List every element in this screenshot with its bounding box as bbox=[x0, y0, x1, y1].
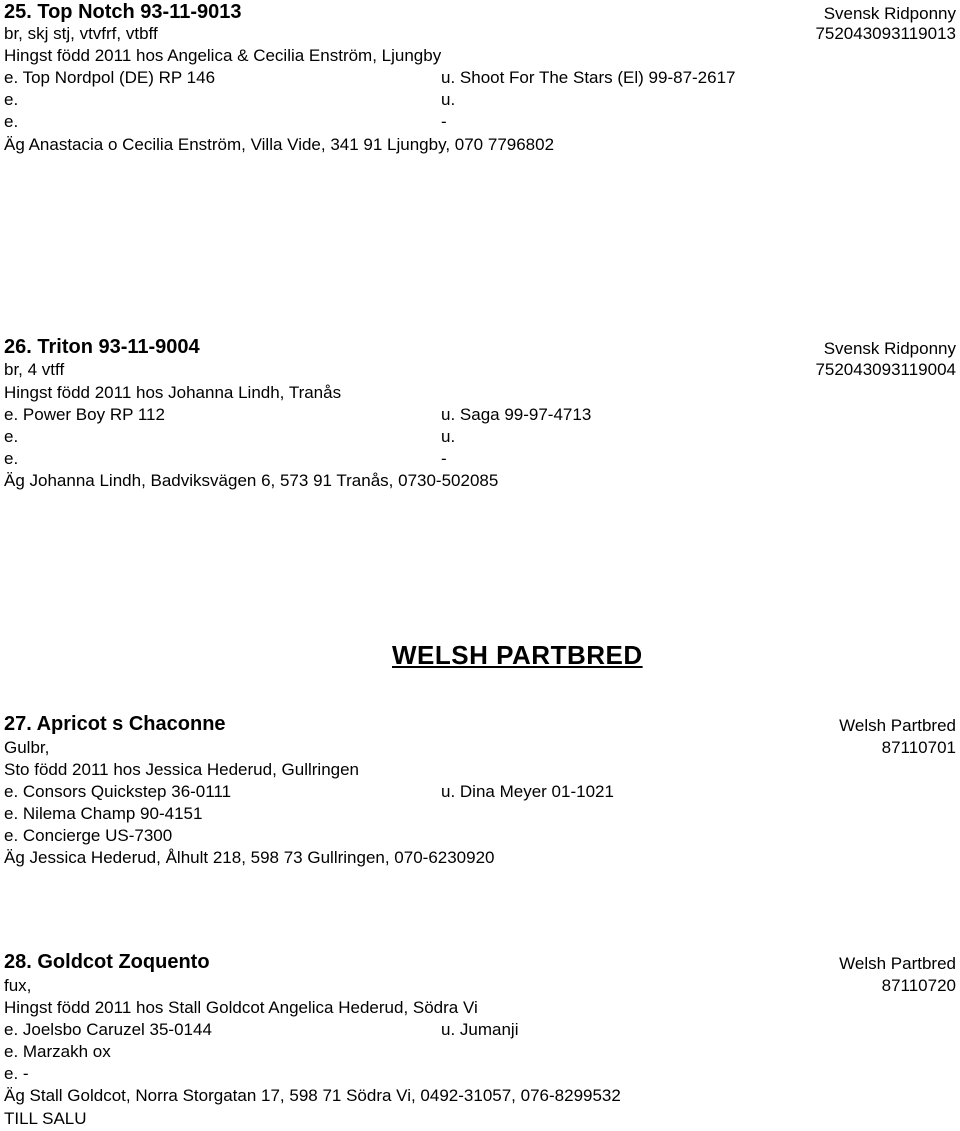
pedigree-left: e. bbox=[4, 427, 19, 446]
pedigree-dam: u. Saga 99-97-4713 bbox=[441, 405, 592, 424]
entry-color-row-28 bbox=[4, 975, 956, 997]
pedigree-left: e. Marzakh ox bbox=[4, 1042, 111, 1061]
pedigree-row-25-3 bbox=[4, 111, 956, 133]
entry-breed: Welsh Partbred bbox=[839, 716, 956, 735]
pedigree-row-27-2 bbox=[4, 803, 956, 825]
pedigree-row-28-2 bbox=[4, 1041, 956, 1063]
entry-color: br, skj stj, vtvfrf, vtbff bbox=[4, 24, 158, 43]
pedigree-row-25-1 bbox=[4, 67, 956, 89]
entry-reg-no: 87110701 bbox=[881, 738, 956, 757]
pedigree-left: e. Nilema Champ 90-4151 bbox=[4, 804, 203, 823]
entry-reg-no: 752043093119013 bbox=[815, 24, 956, 43]
pedigree-row-27-3 bbox=[4, 825, 956, 847]
entry-title-27 bbox=[4, 712, 956, 736]
entry-title-26 bbox=[4, 335, 956, 359]
entry-owner-28: Äg Stall Goldcot, Norra Storgatan 17, 598 71 Södra Vi, 0492-31057, 076-8299532 bbox=[4, 1086, 621, 1105]
pedigree-row-26-2 bbox=[4, 426, 956, 448]
pedigree-right: u. bbox=[441, 427, 456, 446]
entry-name: 27. Apricot s Chaconne bbox=[4, 713, 226, 735]
entry-color: fux, bbox=[4, 976, 32, 995]
entry-reg-no: 87110720 bbox=[881, 976, 956, 995]
pedigree-row-28-3 bbox=[4, 1063, 956, 1085]
entry-born-26: Hingst född 2011 hos Johanna Lindh, Tranås bbox=[4, 383, 342, 402]
section-heading: WELSH PARTBRED bbox=[392, 640, 643, 670]
pedigree-right: u. bbox=[441, 90, 456, 109]
entry-born-28: Hingst född 2011 hos Stall Goldcot Angelica Hederud, Södra Vi bbox=[4, 998, 478, 1017]
pedigree-dam: u. Dina Meyer 01-1021 bbox=[441, 782, 614, 801]
entry-color-row-27 bbox=[4, 737, 956, 759]
pedigree-left: e. bbox=[4, 112, 19, 131]
pedigree-sire: e. Joelsbo Caruzel 35-0144 bbox=[4, 1020, 212, 1039]
entry-breed: Svensk Ridponny bbox=[823, 4, 956, 23]
pedigree-dam: u. Jumanji bbox=[441, 1020, 519, 1039]
entry-name: 26. Triton 93-11-9004 bbox=[4, 336, 200, 358]
entry-owner-27: Äg Jessica Hederud, Ålhult 218, 598 73 Gullringen, 070-6230920 bbox=[4, 848, 495, 867]
entry-breed: Svensk Ridponny bbox=[823, 339, 956, 358]
pedigree-sire: e. Consors Quickstep 36-0111 bbox=[4, 782, 232, 801]
entry-born-25: Hingst född 2011 hos Angelica & Cecilia Enström, Ljungby bbox=[4, 46, 442, 65]
entry-owner-25: Äg Anastacia o Cecilia Enström, Villa Vide, 341 91 Ljungby, 070 7796802 bbox=[4, 135, 555, 154]
pedigree-right: - bbox=[441, 449, 447, 468]
entry-title-25 bbox=[4, 0, 956, 24]
pedigree-left: e. Concierge US-7300 bbox=[4, 826, 173, 845]
pedigree-right: - bbox=[441, 112, 447, 131]
entry-born-27: Sto född 2011 hos Jessica Hederud, Gullringen bbox=[4, 760, 360, 779]
pedigree-left: e. - bbox=[4, 1064, 29, 1083]
pedigree-row-28-1 bbox=[4, 1019, 956, 1041]
pedigree-left: e. bbox=[4, 449, 19, 468]
pedigree-row-27-1 bbox=[4, 781, 956, 803]
entry-owner-26: Äg Johanna Lindh, Badviksvägen 6, 573 91 Tranås, 0730-502085 bbox=[4, 471, 499, 490]
entry-color-row-25 bbox=[4, 23, 956, 45]
pedigree-sire: e. Power Boy RP 112 bbox=[4, 405, 165, 424]
entry-reg-no: 752043093119004 bbox=[815, 360, 956, 379]
entry-name: 28. Goldcot Zoquento bbox=[4, 951, 210, 973]
pedigree-row-26-1 bbox=[4, 404, 956, 426]
entry-color-row-26 bbox=[4, 359, 956, 381]
entry-note-28: TILL SALU bbox=[4, 1109, 87, 1128]
entry-name: 25. Top Notch 93-11-9013 bbox=[4, 1, 242, 23]
entry-color: br, 4 vtff bbox=[4, 360, 65, 379]
pedigree-sire: e. Top Nordpol (DE) RP 146 bbox=[4, 68, 216, 87]
pedigree-row-26-3 bbox=[4, 448, 956, 470]
entry-color: Gulbr, bbox=[4, 738, 50, 757]
pedigree-left: e. bbox=[4, 90, 19, 109]
entry-breed: Welsh Partbred bbox=[839, 954, 956, 973]
pedigree-row-25-2 bbox=[4, 89, 956, 111]
pedigree-dam: u. Shoot For The Stars (El) 99-87-2617 bbox=[441, 68, 736, 87]
entry-title-28 bbox=[4, 950, 956, 974]
